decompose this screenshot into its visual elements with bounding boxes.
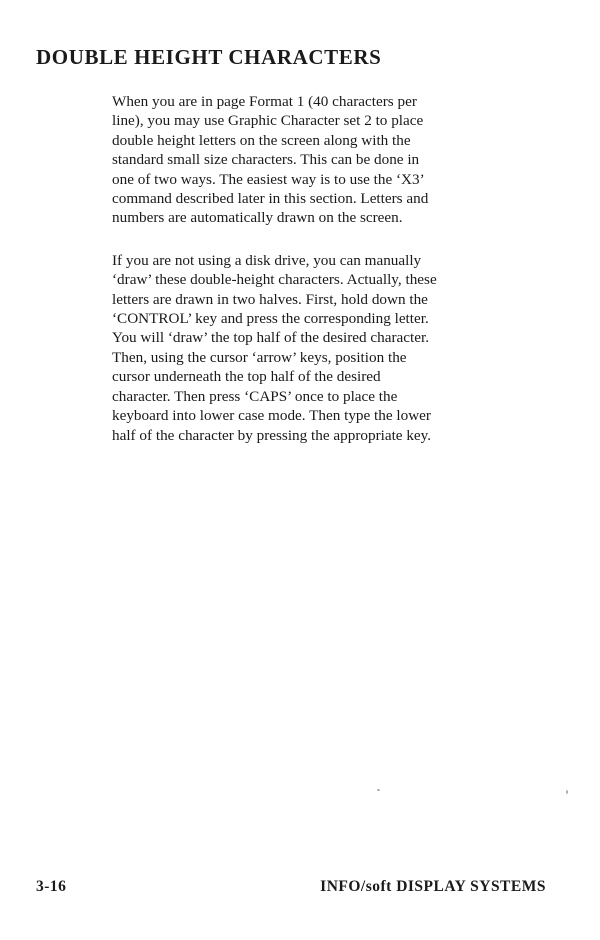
text-line: character. Then press ‘CAPS’ once to place the [112, 387, 398, 405]
text-line: Then, using the cursor ‘arrow’ keys, position the [112, 348, 407, 366]
scan-speck [377, 789, 380, 791]
text-line: letters are drawn in two halves. First, hold down the [112, 290, 428, 308]
scan-speck [566, 790, 568, 794]
text-line: line), you may use Graphic Character set 2 to place [112, 112, 424, 130]
text-line: numbers are automatically drawn on the screen. [112, 209, 403, 227]
paragraph-1 [112, 92, 532, 228]
text-line: ‘CONTROL’ key and press the corresponding letter. [112, 310, 429, 328]
body-text [112, 92, 532, 468]
publisher-name: INFO/soft DISPLAY SYSTEMS [320, 878, 546, 895]
text-line: ‘draw’ these double-height characters. Actually, these [112, 271, 437, 289]
text-line: one of two ways. The easiest way is to use the ‘X3’ [112, 170, 425, 188]
page-heading: DOUBLE HEIGHT CHARACTERS [36, 45, 382, 69]
page-number: 3-16 [36, 878, 67, 895]
text-line: If you are not using a disk drive, you can manually [112, 251, 422, 269]
text-line: command described later in this section. Letters and [112, 190, 429, 208]
text-line: standard small size characters. This can be done in [112, 151, 420, 169]
text-line: When you are in page Format 1 (40 characters per [112, 93, 417, 110]
text-line: double height letters on the screen along with the [112, 131, 411, 149]
paragraph-2 [112, 251, 532, 445]
page-footer [36, 878, 546, 900]
text-line: keyboard into lower case mode. Then type the lower [112, 407, 431, 425]
text-line: half of the character by pressing the appropriate key. [112, 426, 432, 444]
text-line: cursor underneath the top half of the desired [112, 368, 381, 386]
text-line: You will ‘draw’ the top half of the desired character. [112, 329, 430, 347]
